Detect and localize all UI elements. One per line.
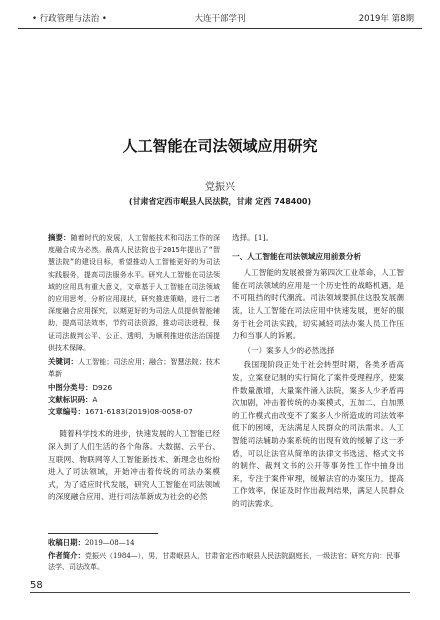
subsection-heading-1: （一）案多人少的必然选择 (243, 345, 335, 355)
author-bio-label: 作者简介： (48, 550, 85, 560)
section1-paragraph-2: 我国现阶段正处于社会转型时期，各类矛盾高发，立案登记制的实行简化了案件受理程序，使案件数量激增，大量案件涌入法院，案多人少矛盾再次加剧，冲击着传统的办案模式，五加二、白加黑的工作模式由改变不了案多人少所造成的司法效率低下的困境，无法满足人民群众的司法需求。人工智能司法辅助办案系统的出现有效的缓解了这一矛盾，可以让法官从简单的法律文书选送、格式文书的制作、裁判文书的公开等事务性工作中抽身出来，专注于案件审理，缓解法官的办案压力，提高工作效率，保证及时作出裁判结果，满足人民群众的司法需求。 (232, 360, 404, 508)
left-body-paragraph: 随着科学技术的进步，快速发展的人工智能已经深入到了人们生活的各个角落。大数据、云平台、互联网、物联网等人工智能新技术、新理念也纷纷进入了司法领域，开始冲击着传统的司法办案模式，为了适应时代发展，研究人工智能在司法领域的深度融合应用、进行司法革新成为社会的必然 (48, 429, 220, 502)
right-column (232, 232, 404, 510)
received-label: 收稿日期： (48, 538, 85, 547)
header-rule (18, 28, 422, 29)
running-header (18, 8, 422, 28)
keywords (48, 356, 220, 380)
clc-value: D926 (92, 383, 113, 393)
received-date: 2019—08—14 (84, 539, 135, 547)
clc-label: 中图分类号： (48, 383, 93, 393)
keywords-text: 人工智能；司法应用；融合；智慧法院；技术革新 (48, 358, 220, 379)
right-intro: 选择。[1]。 (232, 233, 274, 242)
page-number: 58 (30, 580, 43, 591)
section-heading-1: 一、人工智能在司法领域应用前景分析 (232, 251, 362, 261)
keywords-label: 关键词： (48, 357, 78, 367)
left-column (48, 232, 220, 504)
author-bio-text: 党振兴（1984—），男，甘肃岷县人，甘肃省定西市岷县人民法院副庭长，一级法官；研究方向：民事法学、司法改革。 (48, 551, 401, 571)
article-no-value: 1671-6183(2019)08-0058-07 (84, 407, 193, 417)
footnote (48, 537, 406, 574)
footnote-rule (48, 533, 158, 534)
abstract-label: 摘要： (48, 233, 71, 242)
doc-code-value: A (92, 395, 98, 405)
received-line (48, 537, 406, 550)
header-issue: 2019年 第8期 (358, 14, 414, 24)
article-no-label: 文章编号： (48, 407, 85, 417)
footer-rule (30, 592, 410, 593)
abstract-text: 随着时代的发展，人工智能技术和司法工作的深度融合成为必然。最高人民法院也于2015年提出了“智慧法院”的建设目标，希望推动人工智能更好的为司法实践服务，提高司法服务水平。研究人工智能在司法领域的应用具有重大意义，文章基于人工智能在司法领域的应用思考，分析应用现状，研究推进策略，进行二者深度融合应用探究，以期更好的为司法人员提供智能辅助，提高司法效率，节约司法资源，推动司法进程，保证司法裁判公平、公正、透明，为顺利推进依法治国提供技术保障。 (48, 234, 220, 352)
section1-paragraph-1: 人工智能的发展被誉为第四次工业革命，人工智能在司法领域的应用是一个历史性的战略机遇，是不可阻挡的时代潮流。司法领域要抓住这股发展潮流，让人工智能在司法应用中快速发展，更好的服务于社会司法实践，切实减轻司法办案人员工作压力和当事人的诉累。 (232, 268, 404, 341)
article-title: 人工智能在司法领域应用研究 (122, 137, 318, 155)
clc-line (48, 382, 220, 394)
doc-code-label: 文献标识码： (48, 395, 93, 405)
article-affiliation: (甘肃省定西市岷县人民法院，甘肃 定西 748400) (128, 197, 312, 206)
abstract (48, 232, 220, 354)
author-bio-line (48, 550, 406, 574)
article-no-line (48, 406, 220, 418)
article-author: 党振兴 (205, 182, 235, 193)
header-section-label: • 行政管理与法治 • (32, 14, 107, 24)
doc-code-line (48, 394, 220, 406)
header-journal-name: 大连干部学刊 (194, 14, 246, 24)
